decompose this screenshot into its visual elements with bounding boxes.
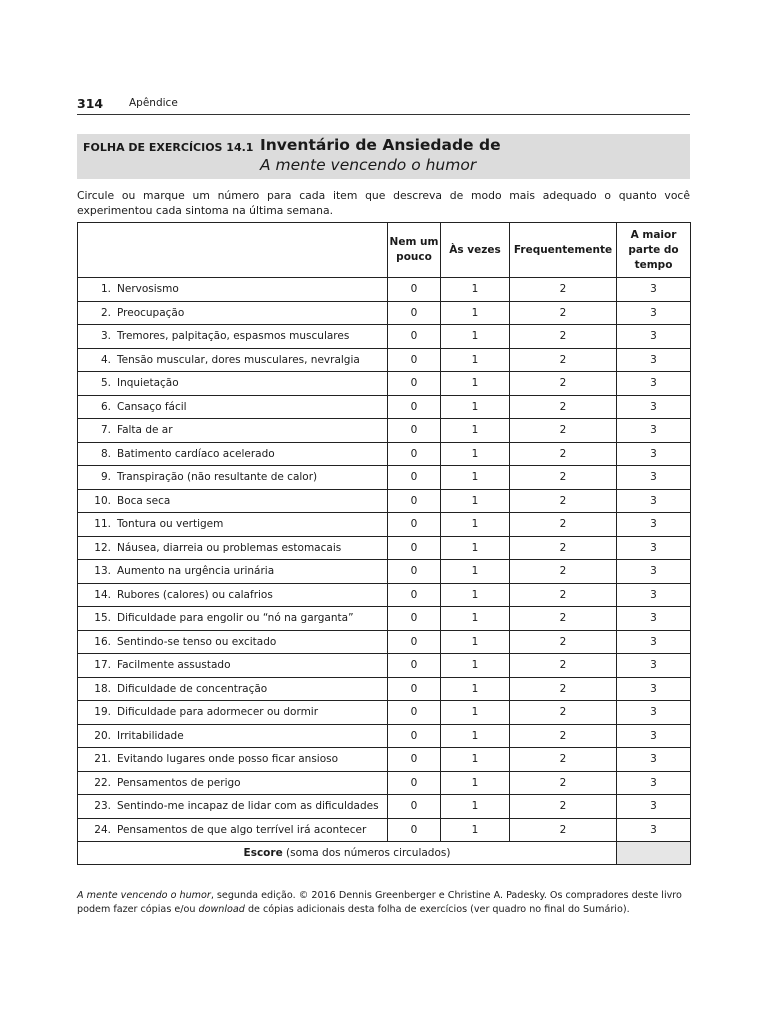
rating-option-3[interactable]: 3 <box>617 560 691 584</box>
rating-option-2[interactable]: 2 <box>510 325 617 349</box>
table-row <box>78 442 691 466</box>
table-row <box>78 466 691 490</box>
item-number: 20. <box>94 729 111 742</box>
item-cell <box>78 818 388 842</box>
rating-option-3[interactable]: 3 <box>617 395 691 419</box>
rating-option-1[interactable]: 1 <box>441 701 510 725</box>
item-label: Rubores (calores) ou calafrios <box>117 588 273 601</box>
item-cell <box>78 513 388 537</box>
item-number: 1. <box>100 283 111 296</box>
item-label: Pensamentos de perigo <box>117 776 241 789</box>
table-row <box>78 677 691 701</box>
rating-option-3[interactable]: 3 <box>617 513 691 537</box>
table-row <box>78 395 691 419</box>
rating-option-0[interactable]: 0 <box>388 278 441 302</box>
item-label: Falta de ar <box>117 424 173 437</box>
table-row <box>78 513 691 537</box>
header-item-column <box>78 223 388 278</box>
rating-option-1[interactable]: 1 <box>441 818 510 842</box>
rating-option-1[interactable]: 1 <box>441 560 510 584</box>
item-cell <box>78 372 388 396</box>
item-number: 9. <box>100 471 111 484</box>
rating-option-1[interactable]: 1 <box>441 630 510 654</box>
item-label: Batimento cardíaco acelerado <box>117 447 275 460</box>
item-label: Dificuldade para adormecer ou dormir <box>117 706 319 719</box>
rating-option-3[interactable]: 3 <box>617 724 691 748</box>
item-cell <box>78 466 388 490</box>
item-number: 17. <box>94 659 111 672</box>
rating-option-0[interactable]: 0 <box>388 466 441 490</box>
table-row <box>78 489 691 513</box>
rating-option-1[interactable]: 1 <box>441 325 510 349</box>
rating-option-1[interactable]: 1 <box>441 724 510 748</box>
item-number: 6. <box>100 400 111 413</box>
item-number: 16. <box>94 635 111 648</box>
rating-option-1[interactable]: 1 <box>441 466 510 490</box>
instructions: Circule ou marque um número para cada item que descreva de modo mais adequado o quanto você experimentou cada sintoma na última semana. <box>77 189 690 217</box>
item-label: Tontura ou vertigem <box>117 518 224 531</box>
rating-option-3[interactable]: 3 <box>617 301 691 325</box>
item-cell <box>78 560 388 584</box>
rating-option-2[interactable]: 2 <box>510 795 617 819</box>
footer-text-2: de cópias adicionais desta folha de exercícios (ver quadro no final do Sumário). <box>244 904 630 915</box>
item-cell <box>78 583 388 607</box>
table-row <box>78 701 691 725</box>
rating-option-3[interactable]: 3 <box>617 348 691 372</box>
table-row <box>78 630 691 654</box>
rating-option-2[interactable]: 2 <box>510 818 617 842</box>
rating-option-1[interactable]: 1 <box>441 489 510 513</box>
rating-option-3[interactable]: 3 <box>617 630 691 654</box>
item-label: Dificuldade de concentração <box>117 682 268 695</box>
table-row <box>78 654 691 678</box>
rating-option-1[interactable]: 1 <box>441 748 510 772</box>
worksheet-title: Inventário de Ansiedade de <box>260 136 501 154</box>
table-row <box>78 795 691 819</box>
rating-option-3[interactable]: 3 <box>617 583 691 607</box>
rating-option-0[interactable]: 0 <box>388 654 441 678</box>
rating-option-2[interactable]: 2 <box>510 372 617 396</box>
copyright-footer <box>77 889 690 917</box>
column-header-nem-um-pouco: Nem um pouco <box>388 223 441 278</box>
rating-option-1[interactable]: 1 <box>441 536 510 560</box>
table-row <box>78 560 691 584</box>
rating-option-3[interactable]: 3 <box>617 795 691 819</box>
rating-option-2[interactable]: 2 <box>510 278 617 302</box>
item-label: Tremores, palpitação, espasmos musculares <box>117 330 350 343</box>
rating-option-3[interactable]: 3 <box>617 442 691 466</box>
item-cell <box>78 536 388 560</box>
rating-option-2[interactable]: 2 <box>510 301 617 325</box>
rating-option-0[interactable]: 0 <box>388 372 441 396</box>
item-label: Evitando lugares onde posso ficar ansioso <box>117 753 339 766</box>
item-cell <box>78 677 388 701</box>
column-header-as-vezes: Às vezes <box>441 223 510 278</box>
rating-option-2[interactable]: 2 <box>510 395 617 419</box>
item-cell <box>78 489 388 513</box>
rating-option-0[interactable]: 0 <box>388 442 441 466</box>
item-number: 3. <box>100 330 111 343</box>
rating-option-3[interactable]: 3 <box>617 536 691 560</box>
table-row <box>78 419 691 443</box>
item-label: Transpiração (não resultante de calor) <box>117 471 318 484</box>
rating-option-2[interactable]: 2 <box>510 677 617 701</box>
table-row <box>78 325 691 349</box>
item-label: Pensamentos de que algo terrível irá acontecer <box>117 823 367 836</box>
item-number: 21. <box>94 753 111 766</box>
item-number: 14. <box>94 588 111 601</box>
rating-option-1[interactable]: 1 <box>441 348 510 372</box>
rating-option-2[interactable]: 2 <box>510 583 617 607</box>
table-row <box>78 301 691 325</box>
table-row <box>78 278 691 302</box>
rating-option-3[interactable]: 3 <box>617 607 691 631</box>
item-label: Dificuldade para engolir ou “nó na garganta” <box>117 612 354 625</box>
rating-option-1[interactable]: 1 <box>441 513 510 537</box>
rating-option-1[interactable]: 1 <box>441 677 510 701</box>
rating-option-3[interactable]: 3 <box>617 748 691 772</box>
item-number: 4. <box>100 353 111 366</box>
rating-option-1[interactable]: 1 <box>441 795 510 819</box>
item-label: Facilmente assustado <box>117 659 231 672</box>
rating-option-3[interactable]: 3 <box>617 654 691 678</box>
item-number: 10. <box>94 494 111 507</box>
rating-option-0[interactable]: 0 <box>388 536 441 560</box>
item-label: Aumento na urgência urinária <box>117 565 275 578</box>
rating-option-3[interactable]: 3 <box>617 372 691 396</box>
item-cell <box>78 630 388 654</box>
item-cell <box>78 419 388 443</box>
item-number: 15. <box>94 612 111 625</box>
table-row <box>78 583 691 607</box>
item-cell <box>78 301 388 325</box>
item-label: Irritabilidade <box>117 729 184 742</box>
page-header <box>77 96 690 115</box>
rating-option-3[interactable]: 3 <box>617 489 691 513</box>
rating-option-3[interactable]: 3 <box>617 818 691 842</box>
worksheet-label: FOLHA DE EXERCÍCIOS 14.1 <box>83 141 254 154</box>
rating-option-0[interactable]: 0 <box>388 795 441 819</box>
item-label: Sentindo-me incapaz de lidar com as dificuldades <box>117 800 379 813</box>
item-cell <box>78 395 388 419</box>
item-label: Boca seca <box>117 494 171 507</box>
rating-option-2[interactable]: 2 <box>510 654 617 678</box>
rating-option-3[interactable]: 3 <box>617 677 691 701</box>
item-cell <box>78 348 388 372</box>
item-cell <box>78 607 388 631</box>
item-cell <box>78 748 388 772</box>
rating-option-2[interactable]: 2 <box>510 536 617 560</box>
item-label: Nervosismo <box>117 283 179 296</box>
column-header-a-maior-parte-do-tempo: A maior parte do tempo <box>617 223 691 278</box>
table-row <box>78 607 691 631</box>
column-header-frequentemente: Frequentemente <box>510 223 617 278</box>
rating-option-0[interactable]: 0 <box>388 419 441 443</box>
item-label: Tensão muscular, dores musculares, nevralgia <box>117 353 360 366</box>
rating-option-0[interactable]: 0 <box>388 395 441 419</box>
item-number: 7. <box>100 424 111 437</box>
worksheet-subtitle: A mente vencendo o humor <box>260 156 477 174</box>
rating-option-0[interactable]: 0 <box>388 560 441 584</box>
rating-option-2[interactable]: 2 <box>510 724 617 748</box>
rating-option-1[interactable]: 1 <box>441 301 510 325</box>
rating-option-3[interactable]: 3 <box>617 419 691 443</box>
rating-option-3[interactable]: 3 <box>617 466 691 490</box>
rating-option-2[interactable]: 2 <box>510 771 617 795</box>
footer-download-word: download <box>198 904 245 915</box>
footer-book-title: A mente vencendo o humor <box>77 890 211 901</box>
rating-option-1[interactable]: 1 <box>441 372 510 396</box>
item-cell <box>78 278 388 302</box>
item-number: 22. <box>94 776 111 789</box>
item-number: 5. <box>100 377 111 390</box>
score-row <box>78 842 691 865</box>
item-label: Inquietação <box>117 377 179 390</box>
score-note: (soma dos números circulados) <box>286 847 451 859</box>
item-cell <box>78 325 388 349</box>
table-row <box>78 818 691 842</box>
rating-option-1[interactable]: 1 <box>441 442 510 466</box>
item-cell <box>78 442 388 466</box>
rating-option-0[interactable]: 0 <box>388 724 441 748</box>
rating-option-1[interactable]: 1 <box>441 654 510 678</box>
rating-option-0[interactable]: 0 <box>388 748 441 772</box>
rating-option-0[interactable]: 0 <box>388 607 441 631</box>
rating-option-0[interactable]: 0 <box>388 513 441 537</box>
item-label: Preocupação <box>117 306 185 319</box>
item-number: 2. <box>100 306 111 319</box>
score-input-box[interactable] <box>617 842 691 865</box>
rating-option-1[interactable]: 1 <box>441 278 510 302</box>
rating-option-2[interactable]: 2 <box>510 560 617 584</box>
rating-option-0[interactable]: 0 <box>388 677 441 701</box>
footer-text-1: , segunda edição. © 2016 Dennis Greenberger e Christine A. Padesky. Os compradores deste livro podem fazer cópias e/ou <box>77 890 682 915</box>
table-row <box>78 771 691 795</box>
rating-option-1[interactable]: 1 <box>441 583 510 607</box>
rating-option-1[interactable]: 1 <box>441 771 510 795</box>
item-cell <box>78 795 388 819</box>
page-number: 314 <box>77 96 104 111</box>
rating-option-0[interactable]: 0 <box>388 630 441 654</box>
rating-option-2[interactable]: 2 <box>510 442 617 466</box>
score-label: Escore <box>243 847 283 859</box>
rating-option-3[interactable]: 3 <box>617 701 691 725</box>
rating-option-1[interactable]: 1 <box>441 607 510 631</box>
rating-option-0[interactable]: 0 <box>388 701 441 725</box>
rating-option-1[interactable]: 1 <box>441 419 510 443</box>
rating-option-2[interactable]: 2 <box>510 748 617 772</box>
table-header-row <box>78 223 691 278</box>
rating-option-2[interactable]: 2 <box>510 630 617 654</box>
rating-option-2[interactable]: 2 <box>510 466 617 490</box>
item-label: Náusea, diarreia ou problemas estomacais <box>117 541 342 554</box>
item-number: 24. <box>94 823 111 836</box>
item-number: 18. <box>94 682 111 695</box>
item-cell <box>78 771 388 795</box>
anxiety-inventory-table <box>77 222 691 865</box>
table-row <box>78 536 691 560</box>
rating-option-3[interactable]: 3 <box>617 278 691 302</box>
worksheet-title-band <box>77 134 690 179</box>
table-row <box>78 348 691 372</box>
table-row <box>78 372 691 396</box>
rating-option-2[interactable]: 2 <box>510 701 617 725</box>
item-number: 8. <box>100 447 111 460</box>
table-row <box>78 748 691 772</box>
section-name: Apêndice <box>129 97 178 109</box>
item-number: 13. <box>94 565 111 578</box>
rating-option-0[interactable]: 0 <box>388 771 441 795</box>
rating-option-2[interactable]: 2 <box>510 348 617 372</box>
table-row <box>78 724 691 748</box>
score-label-cell <box>78 842 617 865</box>
rating-option-2[interactable]: 2 <box>510 419 617 443</box>
rating-option-3[interactable]: 3 <box>617 771 691 795</box>
rating-option-0[interactable]: 0 <box>388 348 441 372</box>
item-cell <box>78 724 388 748</box>
rating-option-2[interactable]: 2 <box>510 513 617 537</box>
rating-option-1[interactable]: 1 <box>441 395 510 419</box>
item-cell <box>78 701 388 725</box>
item-number: 11. <box>94 518 111 531</box>
item-label: Cansaço fácil <box>117 400 187 413</box>
item-cell <box>78 654 388 678</box>
item-number: 23. <box>94 800 111 813</box>
rating-option-0[interactable]: 0 <box>388 325 441 349</box>
rating-option-0[interactable]: 0 <box>388 818 441 842</box>
rating-option-0[interactable]: 0 <box>388 301 441 325</box>
rating-option-0[interactable]: 0 <box>388 583 441 607</box>
item-label: Sentindo-se tenso ou excitado <box>117 635 277 648</box>
item-number: 19. <box>94 706 111 719</box>
rating-option-3[interactable]: 3 <box>617 325 691 349</box>
rating-option-2[interactable]: 2 <box>510 489 617 513</box>
item-number: 12. <box>94 541 111 554</box>
rating-option-2[interactable]: 2 <box>510 607 617 631</box>
rating-option-0[interactable]: 0 <box>388 489 441 513</box>
